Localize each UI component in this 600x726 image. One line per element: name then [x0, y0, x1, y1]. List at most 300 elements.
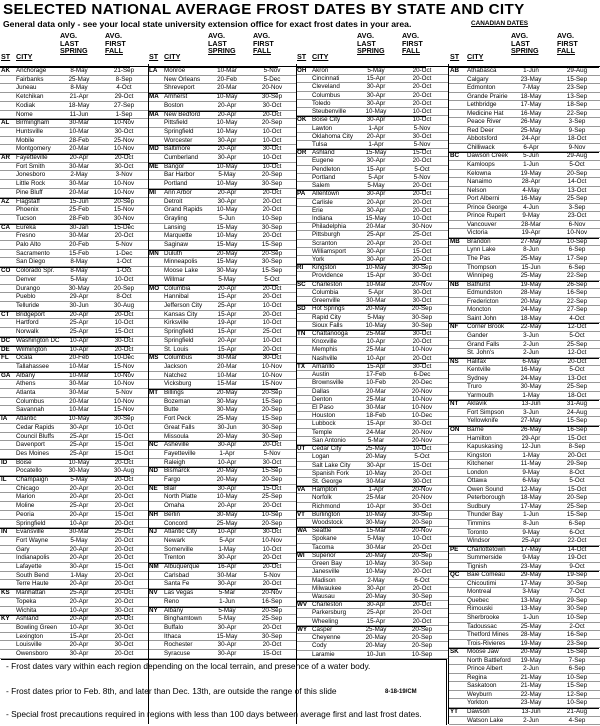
city-name: North Battleford [467, 656, 511, 664]
table-row [296, 568, 448, 576]
last-spring-date: 19-May [520, 639, 542, 647]
city-name: Superior [312, 551, 336, 559]
city-name: Palo Alto [16, 241, 41, 249]
last-spring-date: 30-Apr [217, 136, 237, 144]
last-spring-date: 10-Apr [69, 606, 89, 614]
city-name: Winnipeg [467, 272, 494, 280]
table-row [449, 298, 600, 307]
table-row [296, 207, 448, 215]
first-fall-date: 6-Sep [568, 246, 586, 254]
table-row [296, 67, 448, 75]
last-spring-date: 16-May [520, 109, 542, 117]
table-row [449, 178, 600, 187]
city-name: Springfield [164, 336, 194, 344]
last-spring-date: 22-May [520, 323, 542, 331]
first-fall-date: 20-Oct [114, 310, 134, 318]
city-name: Seattle [312, 527, 332, 535]
slide-code: 8-18-19/CM [385, 689, 417, 695]
city-name: Medicine Hat [467, 109, 504, 117]
last-spring-date: 4-Jun [523, 203, 539, 211]
table-row [449, 503, 600, 512]
state-code: AL [1, 119, 10, 127]
state-code: NT [450, 400, 459, 408]
city-name: Buffalo [164, 624, 184, 631]
first-fall-date: 18-Sep [566, 101, 588, 109]
city-name: Green Bay [312, 560, 342, 568]
city-name: Pine Bluff [16, 188, 43, 196]
table-row [0, 363, 148, 372]
city-name: Prince George [467, 203, 508, 211]
first-fall-date: 22-Sep [566, 109, 588, 117]
city-name: Prince Albert [467, 665, 503, 673]
first-fall-date: 20-Oct [412, 157, 432, 165]
table-row [296, 388, 448, 396]
table-row [148, 128, 296, 137]
table-row [449, 691, 600, 700]
first-fall-date: 29-Sep [566, 460, 588, 468]
city-name: Portland [312, 173, 336, 181]
state-code: CA [1, 223, 11, 231]
header-fall-l2: FIRST [105, 38, 126, 48]
city-name: New Orleans [164, 75, 201, 83]
first-fall-date: 20-Sep [261, 171, 283, 179]
table-row [148, 607, 296, 616]
table-row [449, 580, 600, 589]
table-row [449, 435, 600, 444]
table-row [296, 470, 448, 478]
first-fall-date: 20-Nov [261, 84, 283, 92]
first-fall-date: 20-Nov [411, 486, 433, 494]
first-fall-date: 30-Sep [411, 321, 433, 329]
last-spring-date: 1-Jun [523, 161, 539, 169]
first-fall-date: 15-Sep [261, 397, 283, 405]
first-fall-date: 10-Oct [412, 214, 432, 222]
table-row [148, 424, 296, 433]
table-row [0, 232, 148, 241]
city-name: Tadoussac [467, 622, 497, 630]
city-name: Juneau [16, 84, 37, 92]
city-name: Atlantic City [164, 528, 197, 536]
table-row [148, 267, 296, 276]
city-name: Ann Arbor [164, 188, 192, 196]
last-spring-date: 23-May [520, 75, 542, 83]
last-spring-date: 2-Jun [523, 665, 539, 673]
table-row [296, 363, 448, 371]
table-row [296, 462, 448, 470]
last-spring-date: 16-Apr [217, 563, 237, 571]
table-row [296, 281, 448, 289]
table-row [0, 389, 148, 398]
city-name: North Platte [164, 493, 198, 501]
table-row [0, 346, 148, 355]
first-fall-date: 10-Nov [113, 145, 135, 153]
first-fall-date: 31-Aug [566, 400, 588, 408]
city-name: Salt Lake City [312, 461, 351, 469]
city-name: St. George [312, 477, 343, 485]
city-name: Tallahassee [16, 362, 50, 370]
first-fall-date: 20-Oct [262, 563, 282, 571]
last-spring-date: 5-May [218, 606, 236, 614]
city-name: Great Falls [164, 423, 195, 431]
first-fall-date: 20-Nov [411, 436, 433, 444]
table-row [0, 554, 148, 563]
state-code: IL [1, 476, 7, 484]
first-fall-date: 5-Oct [569, 331, 585, 339]
city-name: Baie Comeau [467, 571, 505, 579]
last-spring-date: 3-Jun [523, 408, 539, 416]
last-spring-date: 8-May [70, 67, 88, 74]
first-fall-date: 14-Oct [567, 545, 587, 553]
city-name: Salem [312, 182, 330, 190]
first-fall-date: 10-Oct [262, 301, 282, 309]
first-fall-date: 20-Oct [262, 284, 282, 292]
table-row [449, 674, 600, 683]
state-code: WY [297, 625, 308, 633]
city-name: Charlottetown [467, 545, 506, 553]
city-name: Springfield [164, 127, 194, 135]
city-name: Nanaimo [467, 178, 493, 186]
column-divider [448, 64, 449, 724]
city-name: Montreal [467, 588, 492, 596]
last-spring-date: 15-Apr [366, 420, 386, 428]
city-name: Windsor [467, 537, 490, 545]
last-spring-date: 30-Apr [366, 461, 386, 469]
city-name: Kodiak [16, 101, 36, 109]
state-code: SD [297, 305, 306, 313]
first-fall-date: 7-Oct [569, 588, 585, 596]
first-fall-date: 1-Oct [116, 258, 132, 266]
table-row [449, 640, 600, 649]
header-st: ST [297, 52, 307, 61]
first-fall-date: 29-Oct [114, 93, 134, 101]
last-spring-date: 10-Mar [69, 371, 89, 379]
city-name: Kamloops [467, 161, 495, 169]
table-row [449, 195, 600, 204]
state-code: TX [297, 362, 305, 370]
table-row [449, 272, 600, 281]
table-row [449, 246, 600, 255]
header-spring [60, 32, 88, 55]
city-name: Rochester [164, 641, 193, 649]
first-fall-date: 20-Nov [411, 527, 433, 535]
table-row [0, 119, 148, 128]
last-spring-date: 19-Apr [217, 319, 237, 327]
table-row [449, 255, 600, 264]
first-fall-date: 10-Sep [411, 650, 433, 658]
last-spring-date: 20-May [216, 432, 238, 440]
first-fall-date: 15-Oct [114, 449, 134, 457]
city-name: Berlin [164, 510, 180, 518]
city-name: Kapuskasing [467, 443, 503, 451]
first-fall-date: 10-Sep [261, 214, 283, 222]
city-name: Erie [312, 206, 324, 214]
city-name: Tignish [467, 562, 487, 570]
city-name: Columbus [312, 91, 341, 99]
city-name: Boise [16, 458, 32, 466]
state-code: NE [149, 484, 158, 492]
first-fall-date: 25-Sep [566, 340, 588, 348]
first-fall-date: 10-Sep [566, 614, 588, 621]
table-row [148, 615, 296, 624]
table-row [296, 404, 448, 412]
city-name: Knoxville [312, 338, 338, 346]
table-row [449, 118, 600, 127]
last-spring-date: 18-May [68, 101, 90, 109]
last-spring-date: 24-May [520, 306, 542, 314]
last-spring-date: 13-Jun [521, 400, 541, 408]
state-code: MA [149, 110, 159, 118]
city-name: Moose Lake [164, 267, 199, 275]
city-name: Lexington [16, 632, 44, 640]
table-row [0, 241, 148, 250]
first-fall-date: 20-Nov [411, 387, 433, 395]
city-name: Springfield [164, 328, 194, 336]
last-spring-date: 15-Mar [217, 380, 237, 388]
first-fall-date: 15-Nov [113, 406, 135, 414]
city-name: Milwaukee [312, 584, 342, 592]
last-spring-date: 18-May [520, 314, 542, 322]
table-row [449, 238, 600, 247]
last-spring-date: 10-May [216, 127, 238, 135]
last-spring-date: 25-May [520, 272, 542, 280]
table-row [148, 302, 296, 311]
table-row [148, 598, 296, 607]
first-fall-date: 27-Sep [113, 101, 135, 109]
table-row [0, 93, 148, 102]
city-name: York [312, 256, 325, 264]
table-row [296, 108, 448, 116]
city-name: Hot Springs [312, 305, 345, 313]
state-code: PE [450, 545, 459, 553]
table-row [148, 485, 296, 494]
state-code: NS [450, 357, 459, 365]
last-spring-date: 10-Feb [366, 379, 386, 387]
table-row [449, 563, 600, 572]
first-fall-date: 15-Oct [114, 563, 134, 571]
first-fall-date: 20-Oct [262, 502, 282, 510]
first-fall-date: 25-Sep [566, 383, 588, 391]
table-row [296, 420, 448, 428]
table-row [296, 618, 448, 626]
city-name: Norfolk [312, 494, 332, 502]
first-fall-date: 20-Sep [411, 634, 433, 642]
city-name: Jackson [164, 362, 187, 370]
table-row [0, 380, 148, 389]
first-fall-date: 20-Oct [412, 354, 432, 362]
table-row [148, 624, 296, 633]
last-spring-date: 30-Apr [217, 197, 237, 205]
table-row [0, 328, 148, 337]
city-name: Saginaw [164, 241, 188, 249]
city-name: Amarillo [312, 362, 335, 370]
last-spring-date: 10-May [216, 232, 238, 240]
first-fall-date: 20-Oct [114, 632, 134, 640]
first-fall-date: 30-Sep [261, 180, 283, 188]
city-name: Burlington [312, 510, 341, 518]
first-fall-date: 5-Nov [263, 571, 281, 579]
first-fall-date: 9-Sep [568, 126, 586, 134]
table-row [449, 127, 600, 136]
last-spring-date: 8-May [70, 258, 88, 266]
last-spring-date: 2-Jun [523, 340, 539, 348]
city-name: Louisville [16, 641, 42, 649]
table-row [0, 137, 148, 146]
table-row [0, 450, 148, 459]
city-name: Baltimore [164, 145, 191, 153]
city-name: Greenville [312, 297, 341, 305]
last-spring-date: 30-Mar [366, 543, 386, 551]
city-name: Marquette [164, 232, 193, 240]
last-spring-date: 3-Jun [523, 331, 539, 339]
table-column-2 [148, 32, 296, 659]
state-code: NB [450, 280, 460, 288]
city-name: Ithaca [164, 632, 182, 640]
city-name: Bridgeport [16, 310, 45, 318]
last-spring-date: 5-May [367, 67, 385, 74]
table-row [148, 406, 296, 415]
last-spring-date: 20-Apr [69, 580, 89, 588]
city-name: St. Louis [164, 345, 189, 353]
state-code: GA [1, 371, 11, 379]
table-row [296, 149, 448, 157]
state-code: NF [450, 323, 459, 331]
table-row [296, 511, 448, 519]
table-row [148, 198, 296, 207]
city-name: Wilmington [16, 345, 47, 353]
last-spring-date: 20-May [365, 305, 387, 313]
last-spring-date: 25-May [520, 255, 542, 263]
last-spring-date: 25-Apr [366, 231, 386, 239]
city-name: Lafayette [16, 563, 42, 571]
table-row [0, 598, 148, 607]
city-name: Brownsville [312, 379, 344, 387]
table-row [0, 311, 148, 320]
city-name: Bismarck [164, 467, 190, 475]
last-spring-date: 28-Feb [69, 136, 89, 144]
table-row [296, 314, 448, 322]
last-spring-date: 5-May [70, 536, 88, 544]
last-spring-date: 10-Jun [366, 650, 386, 658]
table-row [0, 633, 148, 642]
first-fall-date: 18-Oct [567, 135, 587, 143]
city-name: Yorkton [467, 699, 488, 707]
state-code: BC [450, 152, 460, 160]
table-row [0, 285, 148, 294]
city-name: Moncton [467, 306, 491, 314]
last-spring-date: 1-Jun [219, 597, 235, 605]
page-subtitle: General data only - see your local state university extension office for exact frost dates in your area. [3, 19, 412, 29]
last-spring-date: 25-Mar [366, 330, 386, 337]
table-row [148, 372, 296, 381]
table-column-1 [0, 32, 148, 659]
last-spring-date: 20-Apr [69, 154, 89, 162]
city-name: Montgomery [16, 145, 51, 153]
city-name: Austin [312, 371, 330, 379]
first-fall-date: 15-Nov [113, 362, 135, 370]
city-name: Kansas City [164, 310, 198, 318]
last-spring-date: 20-May [216, 389, 238, 397]
last-spring-date: 17-May [520, 579, 542, 587]
header-spring-l1: AVG. [208, 31, 226, 40]
city-name: Atlanta [16, 389, 36, 397]
state-code: OH [297, 67, 307, 74]
first-fall-date: 4-Sep [568, 716, 586, 724]
city-name: Ashland [312, 149, 335, 157]
table-row [296, 199, 448, 207]
city-name: Raleigh [164, 458, 186, 466]
first-fall-date: 10-Oct [262, 127, 282, 135]
first-fall-date: 30-Nov [113, 214, 135, 222]
city-name: Pendleton [312, 165, 341, 173]
city-name: Lethbridge [467, 101, 497, 109]
last-spring-date: 30-Mar [69, 119, 89, 127]
city-name: Aklavik [467, 400, 487, 408]
first-fall-date: 5-Nov [115, 241, 133, 249]
table-row [296, 642, 448, 650]
table-row [0, 493, 148, 502]
header-fall-l1: AVG. [105, 31, 123, 40]
city-name: Saskatoon [467, 682, 497, 690]
last-spring-date: 12-May [520, 485, 542, 493]
first-fall-date: 20-Oct [114, 476, 134, 484]
state-code: MA [149, 93, 159, 101]
first-fall-date: 20-Oct [114, 545, 134, 553]
last-spring-date: 6-May [522, 357, 540, 365]
city-name: Fort Peck [164, 415, 191, 423]
city-name: Owensboro [16, 650, 48, 658]
last-spring-date: 30-Apr [217, 641, 237, 649]
last-spring-date: 20-Apr [69, 545, 89, 553]
city-name: Quebec [467, 596, 489, 604]
last-spring-date: 15-Apr [217, 310, 237, 318]
first-fall-date: 20-Oct [567, 357, 587, 365]
last-spring-date: 24-Apr [521, 135, 541, 143]
last-spring-date: 30-Apr [217, 484, 237, 492]
last-spring-date: 19-May [520, 656, 542, 664]
last-spring-date: 9-May [522, 554, 540, 562]
first-fall-date: 15-Sep [566, 682, 588, 690]
first-fall-date: 30-Oct [262, 101, 282, 109]
table-row [148, 93, 296, 102]
city-name: Carlsbad [164, 571, 190, 579]
state-code: YT [450, 708, 458, 716]
first-fall-date: 5-Oct [264, 275, 280, 283]
first-fall-date: 20-Oct [114, 536, 134, 544]
last-spring-date: 10-Apr [217, 458, 237, 466]
first-fall-date: 20-Oct [412, 75, 432, 83]
first-fall-date: 8-Oct [569, 468, 585, 476]
first-fall-date: 5-Nov [413, 140, 431, 148]
city-name: Phoenix [16, 206, 39, 214]
state-code: MO [149, 284, 160, 292]
first-fall-date: 20-Oct [262, 188, 282, 196]
table-row [449, 281, 600, 290]
last-spring-date: 20-Mar [69, 397, 89, 405]
table-row [148, 563, 296, 572]
last-spring-date: 25-Apr [69, 441, 89, 449]
table-row [148, 641, 296, 650]
city-name: Philadelphia [312, 223, 347, 231]
last-spring-date: 10-May [216, 493, 238, 501]
first-fall-date: 30-Oct [114, 336, 134, 344]
table-row [148, 467, 296, 476]
header-spring-l2: LAST [511, 38, 530, 48]
header-fall-l3: FALL [253, 46, 271, 56]
first-fall-date: 29-Aug [566, 152, 588, 160]
header-st: ST [450, 52, 460, 61]
last-spring-date: 30-Apr [217, 624, 237, 631]
first-fall-date: 30-Oct [412, 362, 432, 370]
